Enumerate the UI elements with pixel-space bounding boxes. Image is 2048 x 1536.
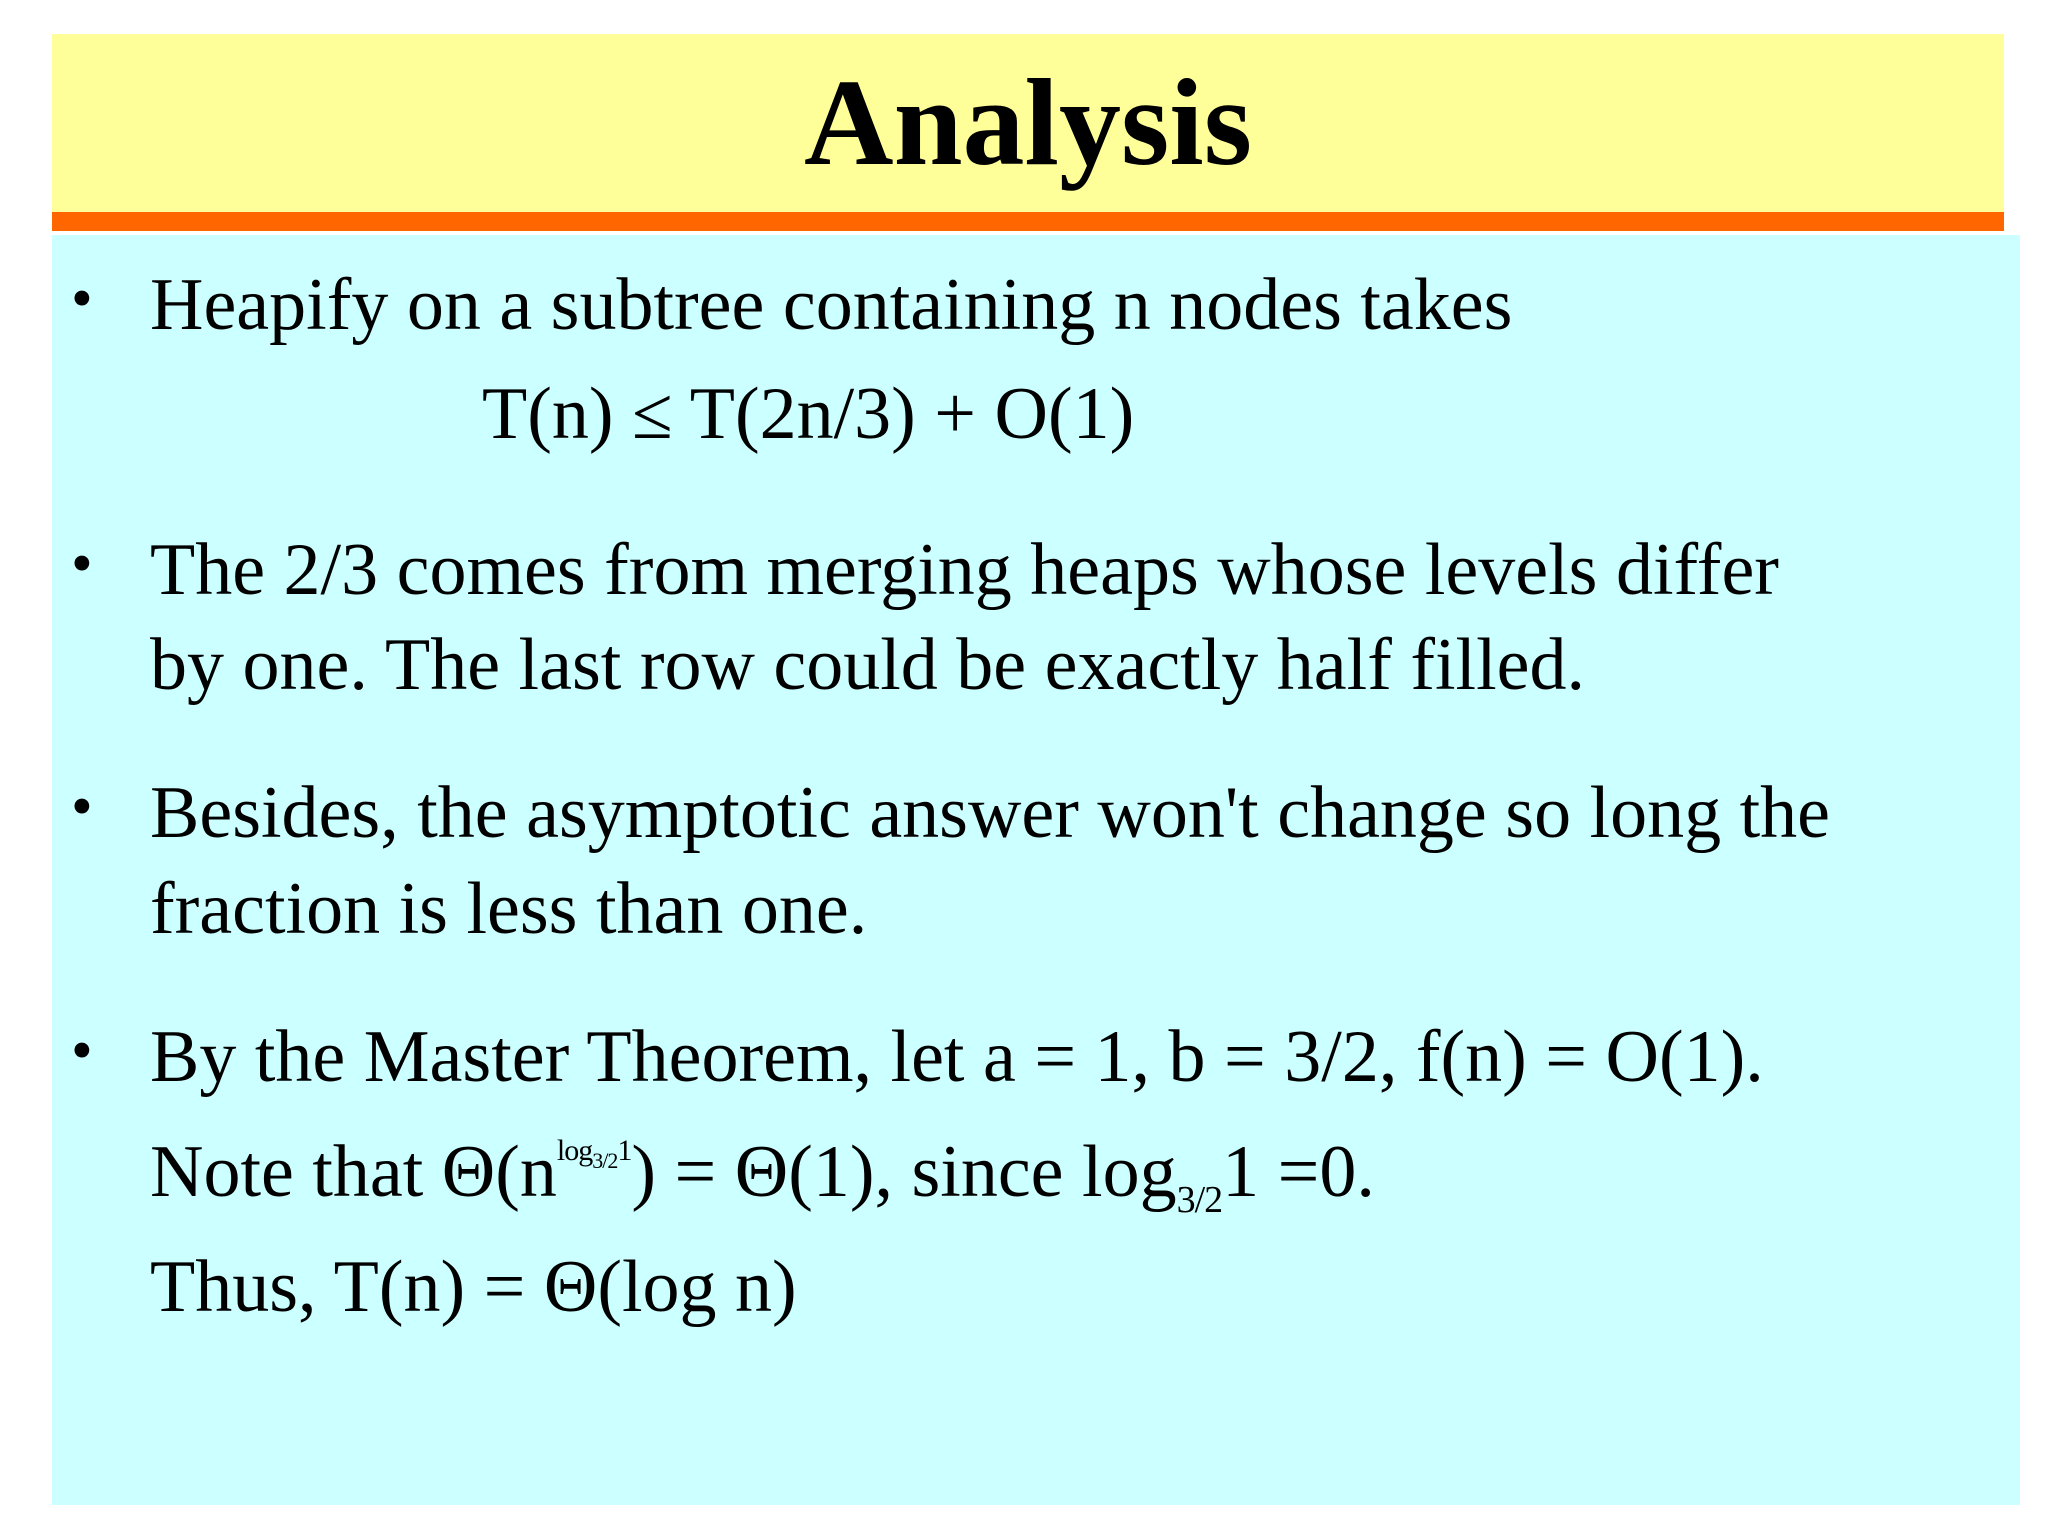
bullet-2-line-1: The 2/3 comes from merging heaps whose levels differ	[150, 529, 1779, 611]
bullet-3-line-1: Besides, the asymptotic answer won't change so long the	[150, 772, 1831, 854]
slide-title: Analysis	[804, 54, 1252, 191]
exponent	[556, 1134, 632, 1173]
exponent-arg: 1	[617, 1134, 632, 1167]
bullet-marker: •	[71, 1017, 93, 1085]
bullet-4-note	[150, 1131, 1375, 1221]
note-prefix: Note that Θ(n	[150, 1131, 557, 1213]
bullet-3-line-2: fraction is less than one.	[150, 868, 868, 950]
title-band	[52, 34, 2004, 212]
bullet-4-conclusion: Thus, T(n) = Θ(log n)	[150, 1246, 797, 1328]
bullet-marker: •	[71, 530, 93, 598]
exponent-base: 3/2	[592, 1148, 618, 1173]
log-base: 3/2	[1176, 1179, 1223, 1221]
bullet-marker: •	[71, 265, 93, 333]
content-panel	[52, 235, 2020, 1505]
bullet-1-formula: T(n) ≤ T(2n/3) + O(1)	[482, 373, 1135, 455]
bullet-2-line-2: by one. The last row could be exactly half filled.	[150, 624, 1586, 706]
note-middle: ) = Θ(1), since log	[631, 1131, 1177, 1213]
exponent-log: log	[556, 1134, 593, 1167]
bullet-4-line-1: By the Master Theorem, let a = 1, b = 3/2, f(n) = O(1).	[150, 1016, 1764, 1098]
bullet-1-line-1: Heapify on a subtree containing n nodes takes	[150, 264, 1513, 346]
accent-rule	[52, 212, 2004, 231]
note-suffix: 1 =0.	[1222, 1131, 1375, 1213]
bullet-marker: •	[71, 773, 93, 841]
